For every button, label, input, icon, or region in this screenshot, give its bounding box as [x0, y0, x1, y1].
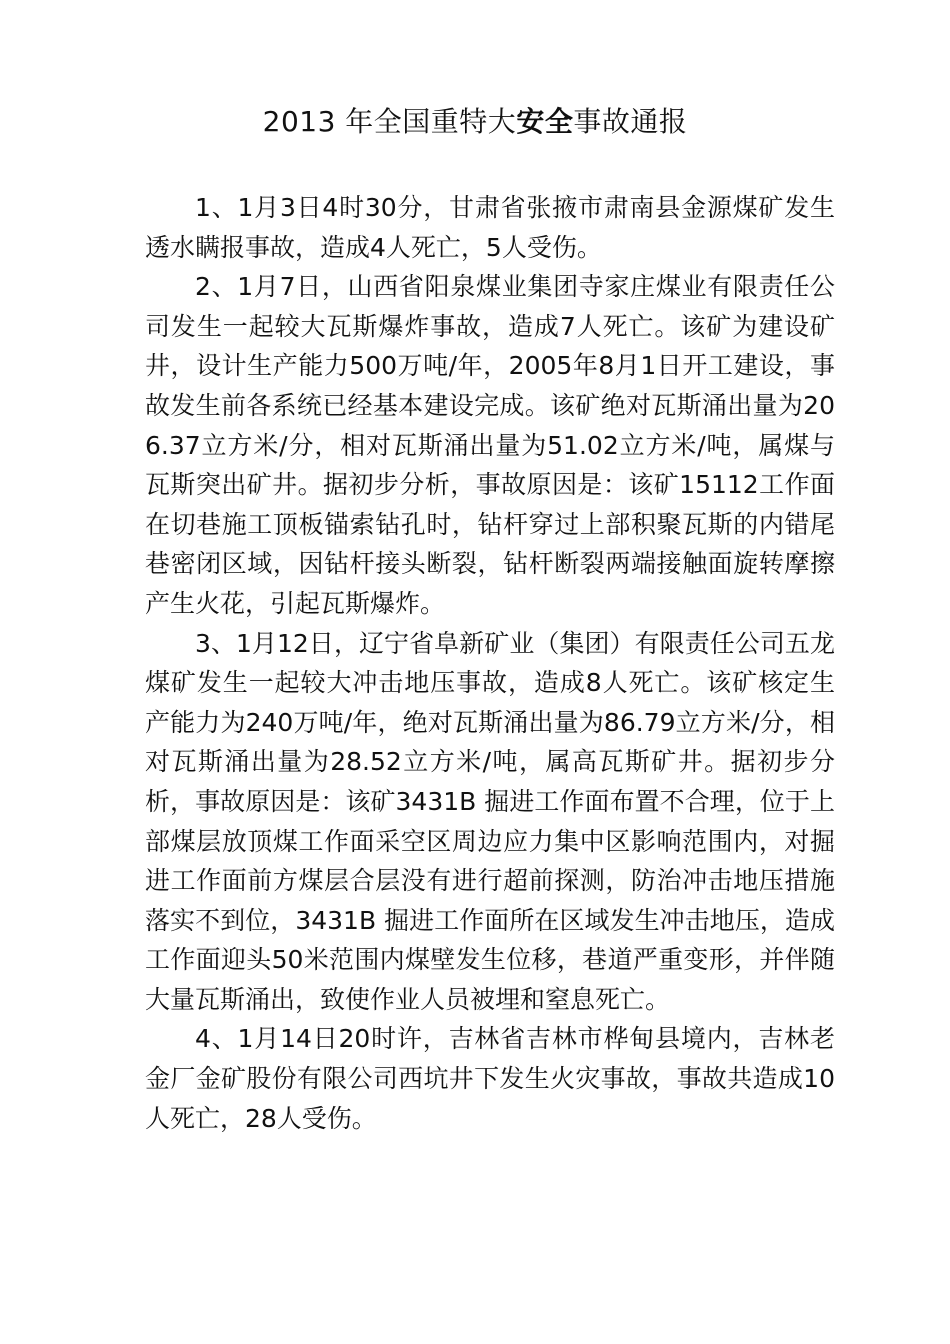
title-emphasis: 安全 — [516, 105, 574, 138]
paragraph-2: 2、1月7日，山西省阳泉煤业集团寺家庄煤业有限责任公司发生一起较大瓦斯爆炸事故，造成7人死亡。该矿为建设矿井，设计生产能力500万吨/年，2005年8月1日开工建设，事故发生前各系统已经基本建设完成。该矿绝对瓦斯涌出量为206.37立方米/分，相对瓦斯涌出量为51.02立方米/吨，属煤与瓦斯突出矿井。据初步分析，事故原因是：该矿15112工作面在切巷施工顶板锚索钻孔时，钻杆穿过上部积聚瓦斯的内错尾巷密闭区域，因钻杆接头断裂，钻杆断裂两端接触面旋转摩擦产生火花，引起瓦斯爆炸。 — [145, 272, 835, 618]
document-body — [145, 188, 835, 1138]
paragraph-1: 1、1月3日4时30分，甘肃省张掖市肃南县金源煤矿发生透水瞒报事故，造成4人死亡，5人受伤。 — [145, 193, 835, 262]
title-suffix: 事故通报 — [573, 105, 688, 138]
title-prefix: 2013 年全国重特大 — [262, 105, 517, 138]
paragraph-3: 3、1月12日，辽宁省阜新矿业（集团）有限责任公司五龙煤矿发生一起较大冲击地压事故，造成8人死亡。该矿核定生产能力为240万吨/年，绝对瓦斯涌出量为86.79立方米/分，相对瓦斯涌出量为28.52立方米/吨，属高瓦斯矿井。据初步分析，事故原因是：该矿3431B 掘进工作面布置不合理，位于上部煤层放顶煤工作面采空区周边应力集中区影响范围内，对掘进工作面前方煤层合层没有进行超前探测，防治冲击地压措施落实不到位，3431B 掘进工作面所在区域发生冲击地压，造成工作面迎头50米范围内煤壁发生位移，巷道严重变形，并伴随大量瓦斯涌出，致使作业人员被埋和窒息死亡。 — [145, 628, 835, 1014]
paragraph-4: 4、1月14日20时许，吉林省吉林市桦甸县境内，吉林老金厂金矿股份有限公司西坑井下发生火灾事故，事故共造成10人死亡，28人受伤。 — [145, 1024, 835, 1133]
document-title — [0, 98, 950, 146]
